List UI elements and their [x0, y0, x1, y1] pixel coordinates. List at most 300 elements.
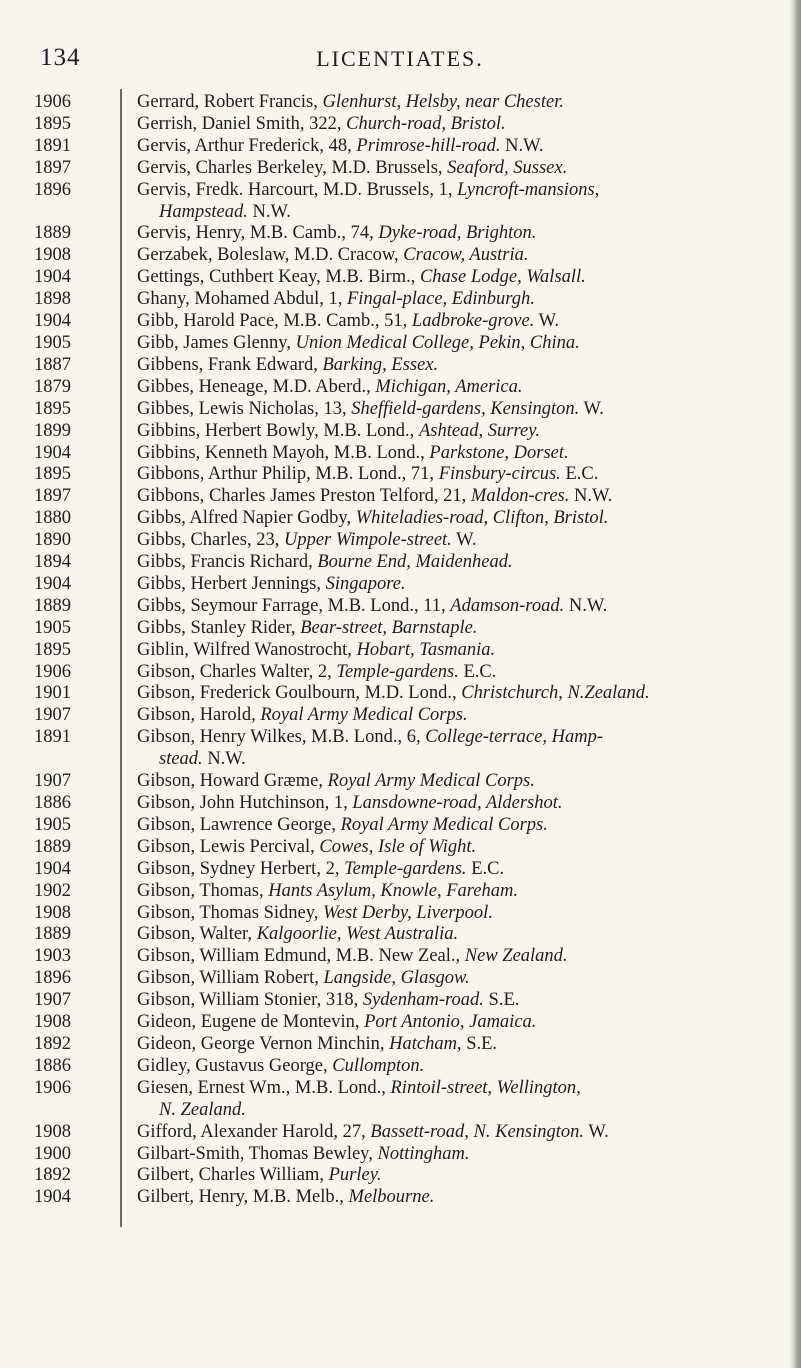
entry-address: Hants Asylum, Knowle, Fareham.: [268, 880, 518, 901]
entry-text: [122, 267, 774, 289]
entry-address: Ladbroke-grove.: [411, 311, 535, 332]
entry-address: Maldon-cres.: [470, 486, 570, 507]
entry-name: Gibson, Lawrence George,: [137, 814, 341, 835]
entry-name: Ghany, Mohamed Abdul, 1,: [137, 289, 347, 310]
entry-address: Adamson-road.: [450, 595, 565, 616]
page-edge-shadow: [790, 0, 801, 1368]
entry-year: 1897: [34, 157, 71, 178]
list-item: [34, 311, 774, 333]
entry-line: [137, 618, 477, 638]
list-item: [34, 946, 774, 968]
entry-year: 1908: [34, 902, 71, 923]
entry-year: 1901: [34, 683, 71, 704]
entry-address: Dyke-road, Brighton.: [378, 223, 537, 244]
entry-text: [122, 990, 774, 1012]
entry-text: [122, 552, 774, 574]
entry-name: Giblin, Wilfred Wanostrocht,: [137, 639, 357, 660]
entry-name: Gidley, Gustavus George,: [137, 1055, 333, 1076]
entry-address: College-terrace, Hamp-: [425, 727, 603, 748]
entry-year: 1905: [34, 332, 71, 353]
entry-line: [137, 727, 603, 747]
entry-name: Gibson, William Edmund, M.B. New Zeal.,: [137, 946, 465, 967]
entry-year: 1906: [34, 1077, 71, 1098]
entry-address: Barking, Essex.: [322, 354, 439, 375]
entry-year: 1895: [34, 639, 71, 660]
entry-address: Union Medical College, Pekin, China.: [295, 332, 580, 353]
entry-name: Gibson, Lewis Percival,: [137, 836, 320, 857]
entry-address: Lansdowne-road, Aldershot.: [352, 793, 563, 813]
entry-name: Gibbs, Francis Richard,: [137, 552, 318, 573]
entry-line: [137, 990, 519, 1010]
list-item: [34, 486, 774, 508]
list-item: [34, 771, 774, 793]
entry-name: Gerrard, Robert Francis,: [137, 92, 323, 112]
entry-postal-district: N.W.: [564, 595, 608, 616]
list-item: [34, 1187, 774, 1209]
entry-address: Temple-gardens.: [336, 661, 459, 682]
entry-text: [122, 596, 774, 618]
entry-text: [122, 443, 774, 465]
entry-year: 1902: [34, 880, 71, 901]
entry-name: Gibson, Thomas Sidney,: [137, 902, 324, 923]
entry-name: Gibbs, Alfred Napier Godby,: [137, 508, 356, 529]
entry-postal-district: S.E.: [483, 990, 520, 1011]
list-item: [34, 1144, 774, 1166]
entry-text: [122, 158, 774, 180]
entry-text: [122, 1012, 774, 1034]
entry-line: [137, 1122, 609, 1142]
entry-address: Nottingham.: [377, 1143, 470, 1164]
entry-address: Whiteladies-road, Clifton, Bristol.: [355, 508, 609, 529]
entry-name: Gilbert, Charles William,: [137, 1165, 329, 1186]
list-item: [34, 464, 774, 486]
entry-line: [137, 815, 548, 835]
entry-name: Gettings, Cuthbert Keay, M.B. Birm.,: [137, 267, 420, 288]
list-item: [34, 1078, 774, 1122]
entry-address: Chase Lodge, Walsall.: [419, 267, 586, 288]
entry-address: West Derby, Liverpool.: [323, 902, 493, 923]
entry-address: Hampstead.: [159, 201, 248, 222]
list-item: [34, 1034, 774, 1056]
list-item: [34, 640, 774, 662]
entry-year: 1898: [34, 289, 71, 310]
entry-name: Gervis, Henry, M.B. Camb., 74,: [137, 223, 379, 244]
entry-text: [122, 1056, 774, 1078]
entry-line: [137, 530, 477, 550]
list-item: [34, 1056, 774, 1078]
entry-line: [137, 793, 563, 813]
entry-text: [122, 924, 774, 946]
entry-name: Gibbins, Herbert Bowly, M.B. Lond.,: [137, 420, 419, 441]
entry-year: 1895: [34, 464, 71, 485]
entry-line: [137, 180, 599, 200]
entry-line: [137, 640, 495, 660]
entry-address: Finsbury-circus.: [438, 464, 561, 485]
entry-year: 1889: [34, 223, 71, 244]
entry-name: Giesen, Ernest Wm., M.B. Lond.,: [137, 1077, 391, 1098]
entry-line: [137, 136, 543, 156]
list-item: [34, 92, 774, 114]
entry-text: [122, 289, 774, 311]
entry-line: [137, 662, 496, 682]
entry-name: Gibson, William Robert,: [137, 968, 324, 989]
entry-year: 1889: [34, 924, 71, 945]
list-item: [34, 223, 774, 245]
entry-text: [122, 837, 774, 859]
entry-line: [137, 552, 513, 572]
entry-address: Bassett-road, N. Kensington.: [370, 1121, 585, 1142]
entry-text: [122, 355, 774, 377]
entry-address: Purley.: [328, 1165, 382, 1186]
entry-text: [122, 1122, 774, 1144]
entry-name: Gilbart-Smith, Thomas Bewley,: [137, 1143, 378, 1164]
entry-text: [122, 486, 774, 508]
entry-address: New Zealand.: [464, 946, 568, 967]
entry-line: [137, 333, 580, 353]
entry-text: [122, 793, 774, 815]
entry-text: [122, 903, 774, 925]
entry-name: Gibbs, Seymour Farrage, M.B. Lond., 11,: [137, 595, 451, 616]
list-item: [34, 158, 774, 180]
entry-line: [137, 1144, 469, 1164]
entry-year: 1895: [34, 398, 71, 419]
entry-line: [137, 903, 493, 923]
entry-year: 1896: [34, 179, 71, 200]
entry-address: Kalgoorlie, West Australia.: [256, 924, 459, 945]
entry-address: Ashtead, Surrey.: [418, 420, 541, 441]
entry-line: [137, 946, 568, 966]
entry-line: [137, 223, 536, 243]
entry-address: Rintoil-street, Wellington,: [390, 1077, 581, 1098]
entry-line: [137, 1012, 536, 1032]
entry-line: [137, 92, 564, 112]
entry-year: 1889: [34, 595, 71, 616]
entry-postal-district: W.: [534, 311, 560, 332]
list-item: [34, 596, 774, 618]
entry-name: Gervis, Fredk. Harcourt, M.D. Brussels, 1,: [137, 179, 458, 200]
entry-name: Gifford, Alexander Harold, 27,: [137, 1121, 371, 1142]
entry-text: [122, 245, 774, 267]
entry-line: [137, 245, 529, 265]
entry-text: [122, 968, 774, 990]
entry-name: Gibbes, Heneage, M.D. Aberd.,: [137, 376, 376, 397]
entry-line: [137, 267, 586, 287]
list-item: [34, 377, 774, 399]
entry-year: 1900: [34, 1143, 71, 1164]
entry-name: Gibson, John Hutchinson, 1,: [137, 793, 353, 813]
entry-line: [137, 881, 518, 901]
entry-year: 1906: [34, 92, 71, 112]
entry-text: [122, 881, 774, 903]
entry-text: [122, 114, 774, 136]
entry-year: 1890: [34, 530, 71, 551]
entry-year: 1892: [34, 1033, 71, 1054]
list-item: [34, 924, 774, 946]
entry-text: [122, 1187, 774, 1209]
entry-year: 1892: [34, 1165, 71, 1186]
entry-text: [122, 180, 774, 224]
entry-text: [122, 136, 774, 158]
entry-address: Temple-gardens.: [344, 858, 467, 879]
entry-line: [137, 705, 468, 725]
entry-text: [122, 421, 774, 443]
entry-line: [137, 1187, 434, 1207]
entry-continuation-line: [137, 1100, 774, 1122]
entry-address: Royal Army Medical Corps.: [340, 814, 548, 835]
list-item: [34, 530, 774, 552]
list-item: [34, 333, 774, 355]
entry-line: [137, 114, 506, 134]
entry-year: 1907: [34, 771, 71, 792]
entry-text: [122, 574, 774, 596]
entry-line: [137, 377, 523, 397]
entry-text: [122, 662, 774, 684]
entry-text: [122, 727, 774, 771]
entry-year: 1889: [34, 836, 71, 857]
entry-name: Gervis, Charles Berkeley, M.D. Brussels,: [137, 157, 448, 178]
list-item: [34, 245, 774, 267]
entry-postal-district: W.: [579, 398, 604, 419]
list-item: [34, 508, 774, 530]
entry-year: 1906: [34, 661, 71, 682]
list-item: [34, 837, 774, 859]
list-item: [34, 267, 774, 289]
entry-year: 1905: [34, 814, 71, 835]
entry-text: [122, 815, 774, 837]
list-item: [34, 399, 774, 421]
entry-postal-district: N.W.: [500, 135, 544, 156]
list-item: [34, 421, 774, 443]
entry-year: 1891: [34, 727, 71, 748]
entry-address: Hatcham,: [389, 1033, 462, 1054]
entry-line: [137, 399, 604, 419]
entry-postal-district: E.C.: [466, 858, 505, 879]
entry-address: Cracow, Austria.: [403, 245, 529, 266]
list-item: [34, 793, 774, 815]
list-item: [34, 815, 774, 837]
entry-address: Hobart, Tasmania.: [356, 639, 496, 660]
entry-name: Gideon, George Vernon Minchin,: [137, 1033, 390, 1054]
entry-name: Gerrish, Daniel Smith, 322,: [137, 113, 347, 134]
entry-line: [137, 443, 569, 463]
entry-address: Royal Army Medical Corps.: [260, 705, 468, 726]
entry-name: Gibbons, Arthur Philip, M.B. Lond., 71,: [137, 464, 439, 485]
entry-address: Christchurch, N.Zealand.: [461, 683, 650, 704]
entry-text: [122, 640, 774, 662]
entry-line: [137, 311, 559, 331]
entry-name: Gibson, Howard Græme,: [137, 771, 328, 792]
entry-address: Glenhurst, Helsby, near Chester.: [322, 92, 564, 112]
page-header: [40, 44, 760, 80]
running-title: LICENTIATES.: [316, 46, 484, 71]
entry-line: [137, 968, 470, 988]
entry-name: Gibbs, Stanley Rider,: [137, 617, 301, 638]
entry-year: 1904: [34, 267, 71, 288]
entry-year: 1904: [34, 311, 71, 332]
entry-line: [137, 859, 504, 879]
entry-year: 1908: [34, 1012, 71, 1033]
entry-line: [137, 771, 535, 791]
list-item: [34, 114, 774, 136]
entry-year: 1886: [34, 1055, 71, 1076]
list-item: [34, 859, 774, 881]
entry-year: 1903: [34, 946, 71, 967]
entry-year: 1904: [34, 1187, 71, 1208]
entry-name: Gibbens, Frank Edward,: [137, 354, 323, 375]
list-item: [34, 136, 774, 158]
licentiate-list: [34, 92, 774, 1209]
list-item: [34, 443, 774, 465]
entry-text: [122, 771, 774, 793]
entry-year: 1907: [34, 705, 71, 726]
entry-line: [137, 924, 458, 944]
entry-text: [122, 464, 774, 486]
entry-year: 1896: [34, 968, 71, 989]
entry-year: 1897: [34, 486, 71, 507]
entry-line: [137, 683, 650, 703]
entry-address: Church-road, Bristol.: [346, 113, 506, 134]
entry-year: 1879: [34, 376, 71, 397]
entry-name: Gideon, Eugene de Montevin,: [137, 1012, 365, 1033]
entry-text: [122, 618, 774, 640]
entry-address: Langside, Glasgow.: [323, 968, 470, 989]
entry-address: Cullompton.: [332, 1055, 425, 1076]
entry-year: 1891: [34, 135, 71, 156]
entry-line: [137, 596, 607, 616]
entry-postal-district: E.C.: [458, 661, 497, 682]
entry-line: [137, 1078, 581, 1098]
entry-postal-district: W.: [584, 1121, 609, 1142]
entry-name: Gibbins, Kenneth Mayoh, M.B. Lond.,: [137, 442, 430, 463]
entry-line: [137, 289, 535, 309]
entry-text: [122, 530, 774, 552]
entry-name: Gibson, Thomas,: [137, 880, 269, 901]
entry-name: Gibb, James Glenny,: [137, 332, 296, 353]
list-item: [34, 618, 774, 640]
entry-text: [122, 92, 774, 114]
list-item: [34, 1012, 774, 1034]
entry-name: Gibson, Charles Walter, 2,: [137, 661, 337, 682]
entry-name: Gerzabek, Boleslaw, M.D. Cracow,: [137, 245, 404, 266]
entry-text: [122, 1078, 774, 1122]
entry-address: N. Zealand.: [159, 1099, 246, 1120]
entry-year: 1904: [34, 858, 71, 879]
entry-address: Sydenham-road.: [362, 990, 484, 1011]
entry-name: Gibbons, Charles James Preston Telford, 21,: [137, 486, 471, 507]
entry-text: [122, 508, 774, 530]
entry-year: 1886: [34, 793, 71, 813]
entry-text: [122, 946, 774, 968]
entry-address: Seaford, Sussex.: [447, 157, 568, 178]
list-item: [34, 990, 774, 1012]
entry-address: Port Antonio, Jamaica.: [364, 1012, 537, 1033]
entry-name: Gibson, William Stonier, 318,: [137, 990, 363, 1011]
entry-name: Gibbes, Lewis Nicholas, 13,: [137, 398, 352, 419]
entry-name: Gibson, Henry Wilkes, M.B. Lond., 6,: [137, 727, 426, 748]
entry-text: [122, 333, 774, 355]
entry-text: [122, 683, 774, 705]
list-item: [34, 683, 774, 705]
entry-continuation-line: [137, 749, 774, 771]
entry-line: [137, 421, 540, 441]
entry-postal-district: E.C.: [560, 464, 599, 485]
entry-name: Gilbert, Henry, M.B. Melb.,: [137, 1187, 349, 1208]
entry-postal-district: N.W.: [569, 486, 613, 507]
list-item: [34, 881, 774, 903]
entry-address: stead.: [159, 749, 203, 770]
entry-name: Gibson, Frederick Goulbourn, M.D. Lond.,: [137, 683, 462, 704]
entry-address: Upper Wimpole-street.: [283, 530, 452, 551]
entry-name: Gibbs, Charles, 23,: [137, 530, 284, 551]
list-item: [34, 903, 774, 925]
entry-name: Gibb, Harold Pace, M.B. Camb., 51,: [137, 311, 412, 332]
page-number: 134: [40, 44, 81, 71]
entry-postal-district: N.W.: [247, 201, 291, 222]
entry-line: [137, 837, 476, 857]
entry-text: [122, 223, 774, 245]
entry-postal-district: N.W.: [202, 749, 246, 770]
entry-line: [137, 464, 598, 484]
entry-text: [122, 311, 774, 333]
entry-year: 1895: [34, 113, 71, 134]
entry-address: Singapore.: [325, 573, 406, 594]
entry-text: [122, 1165, 774, 1187]
entry-name: Gibson, Sydney Herbert, 2,: [137, 858, 345, 879]
entry-year: 1894: [34, 552, 71, 573]
entry-name: Gibson, Walter,: [137, 924, 257, 945]
entry-name: Gervis, Arthur Frederick, 48,: [137, 135, 357, 156]
entry-year: 1899: [34, 420, 71, 441]
entry-address: Michigan, America.: [375, 376, 523, 397]
entry-address: Lyncroft-mansions,: [457, 179, 600, 200]
entry-line: [137, 355, 438, 375]
entry-line: [137, 508, 608, 528]
entry-year: 1887: [34, 354, 71, 375]
list-item: [34, 1165, 774, 1187]
list-item: [34, 1122, 774, 1144]
entry-text: [122, 859, 774, 881]
entry-text: [122, 399, 774, 421]
entry-name: Gibson, Harold,: [137, 705, 261, 726]
entry-year: 1908: [34, 245, 71, 266]
entry-postal-district: S.E.: [461, 1033, 498, 1054]
entry-address: Sheffield-gardens, Kensington.: [351, 398, 580, 419]
entry-address: Primrose-hill-road.: [356, 135, 501, 156]
entry-year: 1904: [34, 573, 71, 594]
entry-address: Fingal-place, Edinburgh.: [347, 289, 535, 310]
list-item: [34, 662, 774, 684]
entry-line: [137, 486, 612, 506]
entry-year: 1904: [34, 442, 71, 463]
entry-text: [122, 1144, 774, 1166]
entry-name: Gibbs, Herbert Jennings,: [137, 573, 326, 594]
entry-postal-district: W.: [451, 530, 477, 551]
list-item: [34, 289, 774, 311]
entry-line: [137, 1034, 497, 1054]
entry-address: Cowes, Isle of Wight.: [319, 836, 477, 857]
list-item: [34, 968, 774, 990]
entry-year: 1908: [34, 1121, 71, 1142]
entry-address: Bourne End, Maidenhead.: [317, 552, 513, 573]
list-item: [34, 552, 774, 574]
list-item: [34, 727, 774, 771]
entry-text: [122, 377, 774, 399]
entry-year: 1905: [34, 617, 71, 638]
entry-line: [137, 1056, 424, 1076]
entry-text: [122, 1034, 774, 1056]
entry-continuation-line: [137, 202, 774, 224]
entry-text: [122, 705, 774, 727]
